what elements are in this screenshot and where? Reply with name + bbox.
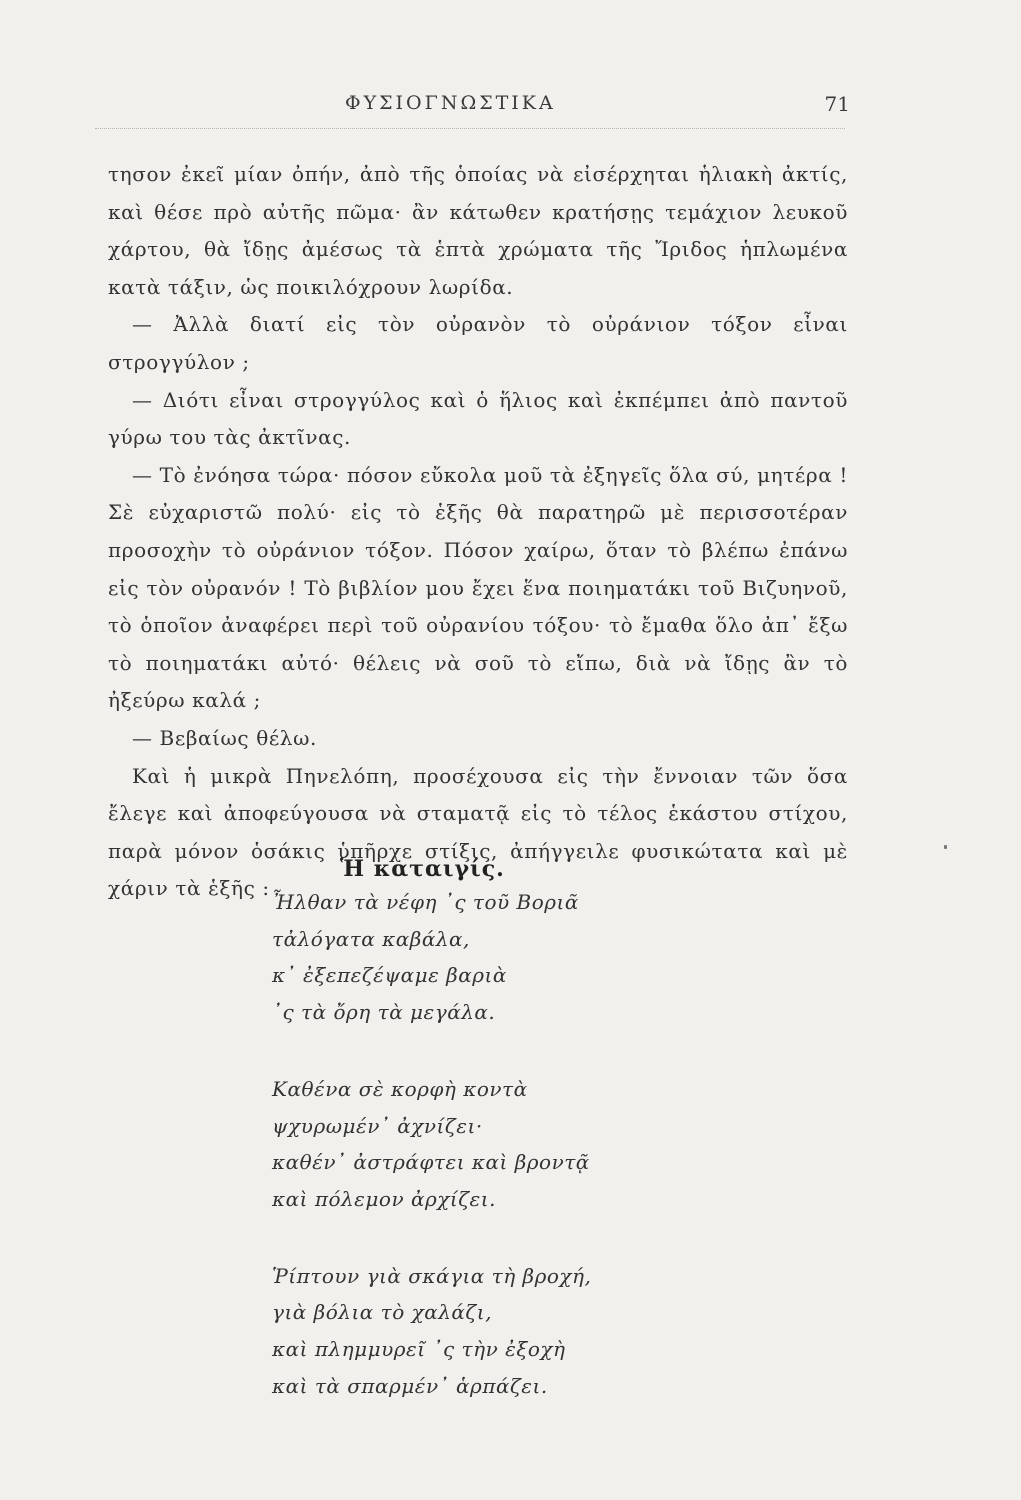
verse-line: καθέν᾽ ἀστράφτει καὶ βροντᾷ <box>272 1150 590 1175</box>
verse-line: Ῥίπτουν γιὰ σκάγια τὴ βροχή, <box>272 1263 592 1288</box>
verse-line: κ᾽ ἐξεπεζέψαμε βαριὰ <box>272 963 507 988</box>
poem-title: Ἡ καταιγίς. <box>340 856 505 882</box>
poem-stanza <box>272 884 692 1031</box>
verse-line: Καθένα σὲ κορφὴ κοντὰ <box>272 1076 528 1101</box>
ink-speck <box>944 845 947 849</box>
paragraph: — Βεβαίως θέλω. <box>132 725 317 750</box>
verse-line: καὶ τὰ σπαρμέν᾽ ἁρπάζει. <box>272 1373 548 1398</box>
paragraph: — Τὸ ἐνόησα τώρα· πόσον εὔκολα μοῦ τὰ ἐξηγεῖς ὅλα σύ, μητέρα ! Σὲ εὐχαριστῶ πολύ· εἰς τὸ ἑξῆς θὰ παρατηρῶ μὲ περισσοτέραν προσοχὴν τὸ οὐράνιον τόξον. Πόσον χαίρω, ὅταν τὸ βλέπω ἐπάνω εἰς τὸν οὐρανόν ! Τὸ βιβλίον μου ἔχει ἕνα ποιηματάκι τοῦ Βιζυηνοῦ, τὸ ὁποῖον ἀναφέρει περὶ τοῦ οὐρανίου τόξου· τὸ ἔμαθα ὅλο ἀπ᾽ ἔξω τὸ ποιηματάκι αὐτό· θέλεις νὰ σοῦ τὸ εἴπω, διὰ νὰ ἴδῃς ἂν τὸ ἠξεύρω καλά ; <box>108 462 848 713</box>
page-number: 71 <box>824 92 850 116</box>
verse-line: ᾽ς τὰ ὄρη τὰ μεγάλα. <box>272 1000 496 1025</box>
poem <box>272 884 692 1444</box>
header-rule <box>95 128 845 129</box>
verse-line: Ἦλθαν τὰ νέφη ᾽ς τοῦ Βοριᾶ <box>272 890 579 914</box>
verse-line: καὶ πόλεμον ἀρχίζει. <box>272 1186 496 1211</box>
running-head <box>100 92 860 122</box>
verse-line: γιὰ βόλια τὸ χαλάζι, <box>272 1300 492 1325</box>
verse-line: καὶ πλημμυρεῖ ᾽ς τὴν ἐξοχὴ <box>272 1337 566 1362</box>
paragraph: Καὶ ἡ μικρὰ Πηνελόπη, προσέχουσα εἰς τὴν ἔννοιαν τῶν ὅσα ἔλεγε καὶ ἀποφεύγουσα νὰ σταματᾷ εἰς τὸ τέλος ἑκάστου στίχου, παρὰ μόνον ὁσάκις ὑπῆρχε στίξις, ἀπήγγειλε φυσικώτατα καὶ μὲ χάριν τὰ ἑξῆς : <box>108 763 848 901</box>
paragraph: — Διότι εἶναι στρογγύλος καὶ ὁ ἥλιος καὶ ἐκπέμπει ἀπὸ παντοῦ γύρω του τὰς ἀκτῖνας. <box>108 387 848 450</box>
poem-stanza <box>272 1258 692 1405</box>
prose-body <box>108 156 848 908</box>
paragraph: — Ἀλλὰ διατί εἰς τὸν οὐρανὸν τὸ οὐράνιον τόξον εἶναι στρογγύλον ; <box>108 312 848 374</box>
verse-line: ψχυρωμέν᾽ ἀχνίζει· <box>272 1113 483 1138</box>
poem-stanza <box>272 1071 692 1218</box>
running-title: ΦΥΣΙΟΓΝΩΣΤΙΚΑ <box>345 92 556 114</box>
paragraph: τησον ἐκεῖ μίαν ὀπήν, ἀπὸ τῆς ὁποίας νὰ εἰσέρχηται ἡλιακὴ ἀκτίς, καὶ θέσε πρὸ αὐτῆς πῶμα· ἂν κάτωθεν κρατήσῃς τεμάχιον λευκοῦ χάρτου, θὰ ἴδῃς ἀμέσως τὰ ἑπτὰ χρώματα τῆς Ἴριδος ἡπλωμένα κατὰ τάξιν, ὡς ποικιλόχρουν λωρίδα. <box>108 162 848 299</box>
verse-line: τἀλόγατα καβάλα, <box>272 926 470 951</box>
